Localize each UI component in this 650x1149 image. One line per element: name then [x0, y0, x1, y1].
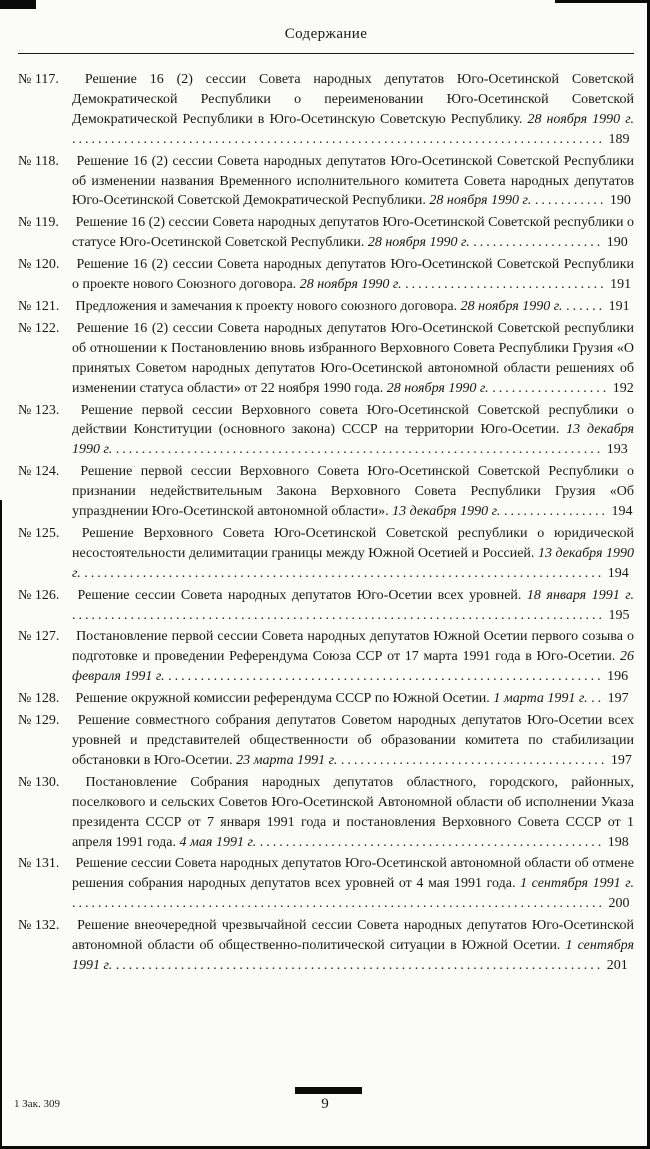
entry-date: 18 января 1991 г.: [526, 587, 634, 603]
entry-number: № 126.: [18, 587, 60, 603]
page-number: 9: [321, 1096, 329, 1112]
toc-entry: [18, 586, 634, 626]
entry-text: Постановление Собрания народных депутатов областного, городского, районных, поселкового и сельских Советов Юго-Осетинской Автономной области об исполнении Указа президента СССР от 7 января 1991 года и постановления Верховного Совета СССР от 1 апреля 1991 года.: [72, 774, 634, 850]
entry-text: Решение 16 (2) сессии Совета народных депутатов Юго-Осетинской Советской Республики об изменении названия Временного исполнительного комитета Совета народных депутатов Юго-Осетинской Советской Демократической Республики.: [72, 153, 634, 209]
toc-entry: [18, 152, 634, 212]
toc-entry: [18, 524, 634, 584]
dot-leader: ...................................................................: [168, 669, 604, 685]
scan-artifact-left-edge: [0, 500, 2, 1149]
entry-date: 28 ноября 1990 г.: [429, 193, 532, 209]
entry-text: Предложения и замечания к проекту нового союзного договора.: [75, 298, 458, 314]
entry-text: Решение 16 (2) сессии Совета народных депутатов Юго-Осетинской Советской Демократической Республики о переименовании Юго-Осетинской Советской Демократической Республики в Юго-Осетинскую Советскую Республику.: [72, 72, 634, 127]
entry-number: № 131.: [18, 856, 60, 872]
entry-date: 28 ноября 1990 г.: [299, 277, 402, 293]
entry-number: № 125.: [18, 525, 60, 541]
page-title: Содержание: [284, 26, 368, 42]
toc-entry: [18, 255, 634, 295]
imprint-note: 1 Зак. 309: [14, 1098, 60, 1110]
entry-page-number: 197: [610, 752, 632, 768]
entry-text: Решение окружной комиссии референдума СССР по Южной Осетии.: [75, 691, 490, 707]
toc-entry: [18, 689, 634, 709]
entry-text: Решение 16 (2) сессии Совета народных депутатов Юго-Осетинской Советской Республики о проекте нового Союзного договора.: [72, 257, 634, 293]
toc-entry: [18, 773, 634, 853]
entry-page-number: 189: [608, 131, 630, 147]
toc-entry: [18, 627, 634, 687]
entry-date: 28 ноября 1990 г.: [386, 380, 489, 396]
entry-page-number: 200: [608, 896, 630, 912]
entry-page-number: 197: [607, 691, 629, 707]
entry-date: 1 сентября 1991 г.: [72, 938, 634, 973]
dot-leader: .........................................: [340, 752, 608, 768]
page-content: [18, 0, 634, 1065]
dot-leader: ................: [503, 504, 608, 520]
entry-date: 13 декабря 1990 г.: [72, 545, 634, 581]
entry-number: № 122.: [18, 320, 60, 336]
entry-text: Решение 16 (2) сессии Совета народных депутатов Юго-Осетинской Советской республики о статусе Юго-Осетинской Советской Республики.: [72, 215, 634, 251]
toc-entry: [18, 854, 634, 914]
end-of-section-bar: [295, 1087, 362, 1094]
entry-date: 28 ноября 1990 г.: [460, 298, 563, 314]
entry-page-number: 192: [612, 380, 634, 396]
entry-number: № 120.: [18, 257, 60, 273]
toc-entry: [18, 711, 634, 771]
entry-text: Решение совместного собрания депутатов Советом народных депутатов Юго-Осетии всех уровней и представителей общественности об образовании комитета по стабилизации обстановки в Юго-Осетии.: [72, 713, 634, 768]
entry-text: Решение сессии Совета народных депутатов Юго-Осетии всех уровней.: [77, 587, 522, 603]
entry-page-number: 198: [607, 834, 629, 850]
entry-page-number: 190: [606, 235, 628, 251]
entry-date: 1 марта 1991 г.: [493, 691, 588, 707]
entry-page-number: 201: [606, 957, 628, 973]
entry-page-number: 191: [610, 277, 632, 293]
entry-number: № 129.: [18, 713, 60, 729]
dot-leader: ................................................................................: [84, 565, 605, 581]
entry-date: 28 ноября 1990 г.: [367, 235, 470, 251]
entry-number: № 119.: [18, 215, 59, 231]
entry-date: 4 мая 1991 г.: [179, 834, 257, 850]
entry-text: Решение внеочередной чрезвычайной сессии Совета народных депутатов Юго-Осетинской автономной области об общественно-политической ситуации в Южной Осетии.: [72, 918, 634, 954]
toc-entry: [18, 297, 634, 317]
entry-date: 1 сентября 1991 г.: [520, 876, 634, 892]
entry-number: № 121.: [18, 298, 60, 314]
entry-number: № 130.: [18, 774, 60, 790]
entry-page-number: 194: [611, 504, 633, 520]
dot-leader: ...........................................................................: [115, 442, 604, 458]
entry-number: № 128.: [18, 691, 60, 707]
dot-leader: ..................: [492, 380, 610, 396]
entry-number: № 118.: [18, 153, 59, 169]
entry-text: Решение сессии Совета народных депутатов Юго-Осетинской автономной области об отмене решения собрания народных депутатов всех уровней от 4 мая 1991 года.: [72, 856, 634, 892]
entry-text: Постановление первой сессии Совета народных депутатов Южной Осетии первого созыва о подготовке и проведении Референдума Союза ССР от 17 марта 1991 года в Юго-Осетии.: [72, 629, 634, 665]
entry-text: Решение 16 (2) сессии Совета народных депутатов Юго-Осетинской Советской республики об отношении к Постановлению вновь избранного Верховного Совета Республики Грузия «О принятых Советом народных депутатов Юго-Осетинской автономной области решениях об изменении статуса области» от 22 ноября 1990 года.: [72, 320, 634, 396]
entry-page-number: 195: [608, 607, 630, 623]
toc-entry: [18, 401, 634, 461]
entry-page-number: 193: [606, 442, 628, 458]
scan-artifact-top-left: [0, 0, 36, 9]
entry-number: № 124.: [18, 464, 60, 480]
dot-leader: ..................................................................................: [72, 131, 605, 147]
dot-leader: ...........: [534, 193, 607, 209]
entry-page-number: 194: [607, 565, 629, 581]
entry-text: Решение первой сессии Верховного Совета Юго-Осетинской Советской Республики о признании недействительным Закона Верховного Совета Республики Грузия «Об упразднении Юго-Осетинской автономной области».: [72, 464, 634, 520]
toc-entry: [18, 916, 634, 976]
dot-leader: ..................................................................................: [72, 607, 605, 623]
entry-page-number: 190: [609, 193, 631, 209]
entry-date: 13 декабря 1990 г.: [72, 422, 634, 458]
dot-leader: ....................: [473, 235, 604, 251]
dot-leader: ...........................................................................: [115, 957, 604, 973]
entry-date: 23 марта 1991 г.: [236, 752, 338, 768]
dot-leader: .....................................................: [259, 834, 605, 850]
toc-entry: [18, 319, 634, 399]
header-rule: [18, 53, 634, 54]
toc-entry: [18, 213, 634, 253]
entry-date: 13 декабря 1990 г.: [392, 504, 501, 520]
entry-number: № 123.: [18, 402, 60, 418]
toc-entry: [18, 462, 634, 522]
entry-number: № 117.: [18, 72, 59, 87]
dot-leader: ...............................: [405, 277, 607, 293]
entry-text: Решение Верховного Совета Юго-Осетинской Советской республики о юридической несостоятельности делимитации границы между Южной Осетией и Россией.: [72, 525, 634, 561]
entry-page-number: 196: [607, 669, 629, 685]
entry-number: № 132.: [18, 918, 60, 934]
toc-list: [18, 70, 634, 1065]
entry-page-number: 191: [608, 298, 630, 314]
toc-entry: [18, 70, 634, 150]
entry-text: Решение первой сессии Верховного совета Юго-Осетинской Советской республики о действии Конституции (основного закона) СССР на территории Юго-Осетии.: [72, 402, 634, 438]
entry-number: № 127.: [18, 629, 60, 645]
dot-leader: ..: [591, 691, 605, 707]
dot-leader: ..................................................................................: [72, 896, 605, 912]
entry-date: 28 ноября 1990 г.: [527, 111, 634, 127]
entry-date: 26 февраля 1991 г.: [72, 649, 634, 685]
dot-leader: ......: [566, 298, 606, 314]
scan-artifact-top-right: [555, 0, 650, 3]
